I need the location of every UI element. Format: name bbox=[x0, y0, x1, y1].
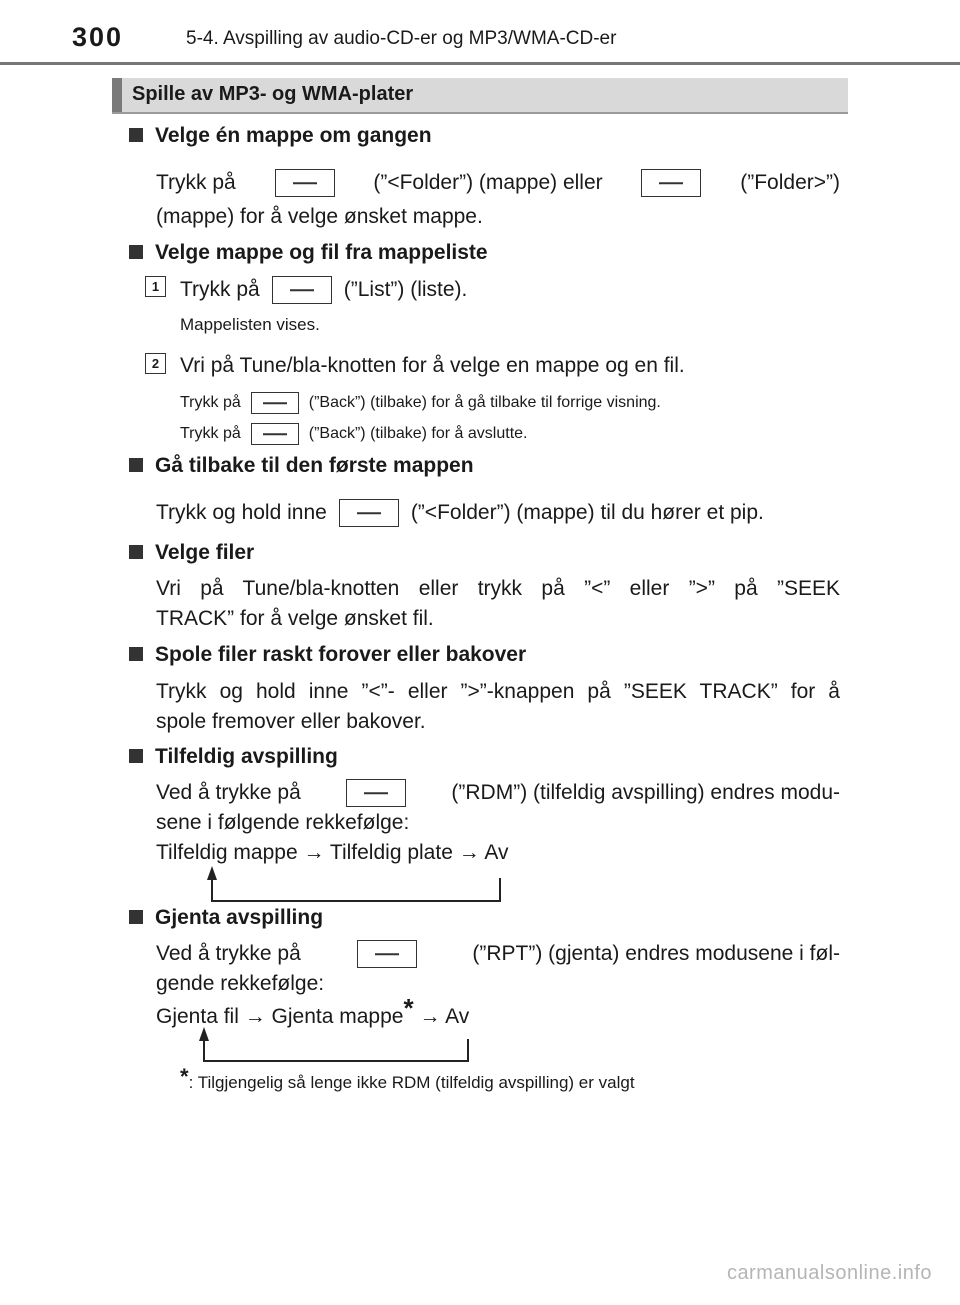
folder-down-hold-button[interactable] bbox=[339, 499, 399, 527]
step-1-text: Trykk på (”List”) (liste). bbox=[180, 276, 467, 304]
paragraph-select-files: Vri på Tune/bla-knotten eller trykk på ”<” eller ”>” på ”SEEK TRACK” for å velge ønsket fil. bbox=[156, 577, 840, 630]
note-back-exit: Trykk på (”Back”) (tilbake) for å avslutte. bbox=[180, 423, 527, 445]
section-title: Spille av MP3- og WMA-plater bbox=[132, 83, 414, 105]
back-button-exit[interactable] bbox=[251, 423, 299, 445]
step-2-badge: 2 bbox=[145, 353, 166, 374]
heading-repeat-playback: Gjenta avspilling bbox=[129, 906, 323, 930]
page-number: 300 bbox=[72, 22, 124, 52]
heading-folder-list: Velge mappe og fil fra mappeliste bbox=[129, 241, 488, 265]
step-1-note: Mappelisten vises. bbox=[180, 315, 320, 334]
square-bullet-icon bbox=[129, 245, 143, 259]
loop-arrow-repeat bbox=[203, 1039, 469, 1062]
paragraph-select-folder: Trykk på (”<Folder”) (mappe) eller (”Folder>”) (mappe) for å velge ønsket mappe. bbox=[156, 171, 840, 228]
section-header bbox=[112, 78, 848, 114]
heading-fast-forward: Spole filer raskt forover eller bakover bbox=[129, 643, 526, 667]
step-1-badge: 1 bbox=[145, 276, 166, 297]
heading-first-folder: Gå tilbake til den første mappen bbox=[129, 454, 474, 478]
folder-up-button[interactable] bbox=[641, 169, 701, 197]
heading-random-playback: Tilfeldig avspilling bbox=[129, 745, 338, 769]
chapter-title: 5-4. Avspilling av audio-CD-er og MP3/WMA-CD-er bbox=[186, 28, 617, 49]
paragraph-first-folder: Trykk og hold inne (”<Folder”) (mappe) til du hører et pip. bbox=[156, 499, 764, 527]
rdm-button[interactable] bbox=[346, 779, 406, 807]
section-header-bar bbox=[112, 78, 122, 112]
note-back-previous: Trykk på (”Back”) (tilbake) for å gå tilbake til forrige visning. bbox=[180, 392, 661, 414]
paragraph-repeat-playback: Ved å trykke på (”RPT”) (gjenta) endres modusene i føl- gende rekkefølge: Gjenta fil → Gjenta mappe* → Av bbox=[156, 942, 840, 1028]
square-bullet-icon bbox=[129, 545, 143, 559]
step-2-text: Vri på Tune/bla-knotten for å velge en mappe og en fil. bbox=[180, 354, 685, 377]
square-bullet-icon bbox=[129, 910, 143, 924]
back-button[interactable] bbox=[251, 392, 299, 414]
heading-select-files: Velge filer bbox=[129, 541, 254, 565]
watermark: carmanualsonline.info bbox=[726, 1262, 932, 1284]
footnote-marker: * bbox=[403, 993, 414, 1023]
paragraph-random-playback: Ved å trykke på (”RDM”) (tilfeldig avspilling) endres modu- sene i følgende rekkefølge: Tilfeldig mappe → Tilfeldig plate → Av bbox=[156, 781, 840, 864]
square-bullet-icon bbox=[129, 647, 143, 661]
header-rule bbox=[0, 62, 960, 65]
square-bullet-icon bbox=[129, 458, 143, 472]
list-button[interactable] bbox=[272, 276, 332, 304]
heading-select-folder: Velge én mappe om gangen bbox=[129, 124, 432, 148]
rpt-button[interactable] bbox=[357, 940, 417, 968]
square-bullet-icon bbox=[129, 128, 143, 142]
folder-down-button[interactable] bbox=[275, 169, 335, 197]
footnote: *: Tilgjengelig så lenge ikke RDM (tilfeldig avspilling) er valgt bbox=[180, 1064, 635, 1092]
paragraph-fast-forward: Trykk og hold inne ”<”- eller ”>”-knappen på ”SEEK TRACK” for å spole fremover eller bakover. bbox=[156, 680, 840, 733]
loop-arrow-random bbox=[211, 878, 501, 902]
square-bullet-icon bbox=[129, 749, 143, 763]
